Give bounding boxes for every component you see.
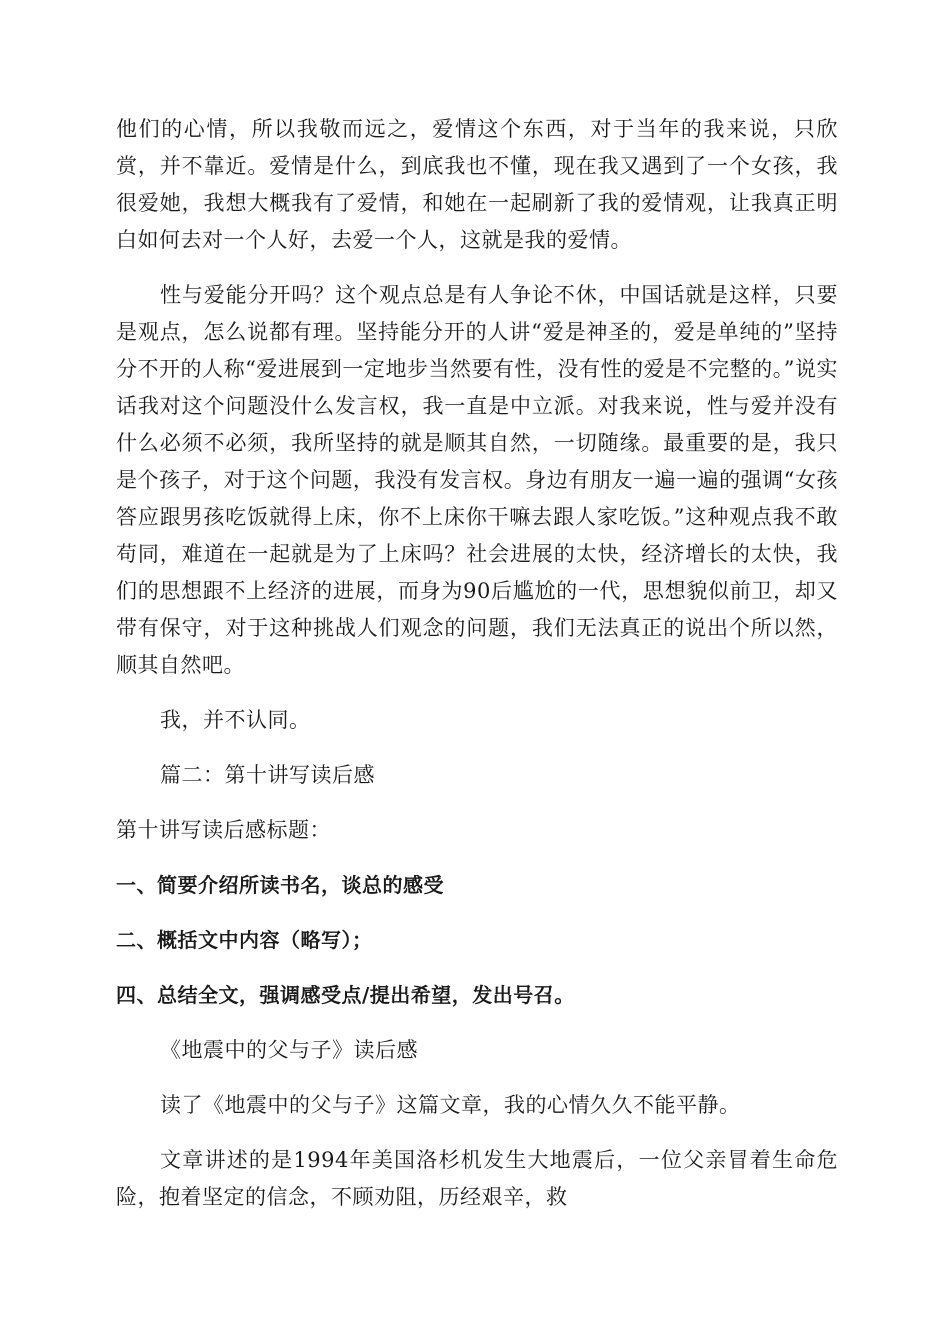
section-title: 篇二：第十讲写读后感 <box>160 763 375 787</box>
outline-item-1: 一、简要介绍所读书名，谈总的感受 <box>116 873 444 897</box>
paragraph-disagree: 我，并不认同。 <box>160 708 311 732</box>
paragraph-love-story: 他们的心情，所以我敬而远之，爱情这个东西，对于当年的我来说，只欣赏，并不靠近。爱情是什么，到底我也不懂，现在我又遇到了一个女孩，我很爱她，我想大概我有了爱情，和她在一起刷新了我的爱情观，让我真正明白如何去对一个人好，去爱一个人，这就是我的爱情。 <box>116 117 838 252</box>
essay-intro: 读了《地震中的父与子》这篇文章，我的心情久久不能平静。 <box>160 1093 741 1117</box>
essay-title: 《地震中的父与子》读后感 <box>160 1038 418 1062</box>
outline-title: 第十讲写读后感标题： <box>116 818 331 842</box>
outline-item-2: 二、概括文中内容（略写）； <box>116 928 373 952</box>
essay-body: 文章讲述的是1994年美国洛杉机发生大地震后，一位父亲冒着生命危险，抱着坚定的信念，不顾劝阻，历经艰辛，救 <box>116 1148 838 1209</box>
document-page <box>116 111 838 1234</box>
paragraph-sex-and-love: 性与爱能分开吗？这个观点总是有人争论不休，中国话就是这样，只要是观点，怎么说都有理。坚持能分开的人讲“爱是神圣的，爱是单纯的”坚持分不开的人称“爱进展到一定地步当然要有性，没有性的爱是不完整的。”说实话我对这个问题没什么发言权，我一直是中立派。对我来说，性与爱并没有什么必须不必须，我所坚持的就是顺其自然，一切随缘。最重要的是，我只是个孩子，对于这个问题，我没有发言权。身边有朋友一遍一遍的强调“女孩答应跟男孩吃饭就得上床，你不上床你干嘛去跟人家吃饭。”这种观点我不敢苟同，难道在一起就是为了上床吗？社会进展的太快，经济增长的太快，我们的思想跟不上经济的进展，而身为90后尴尬的一代，思想貌似前卫，却又带有保守，对于这种挑战人们观念的问题，我们无法真正的说出个所以然，顺其自然吧。 <box>116 283 838 677</box>
outline-item-4: 四、总结全文，强调感受点/提出希望，发出号召。 <box>116 983 575 1007</box>
